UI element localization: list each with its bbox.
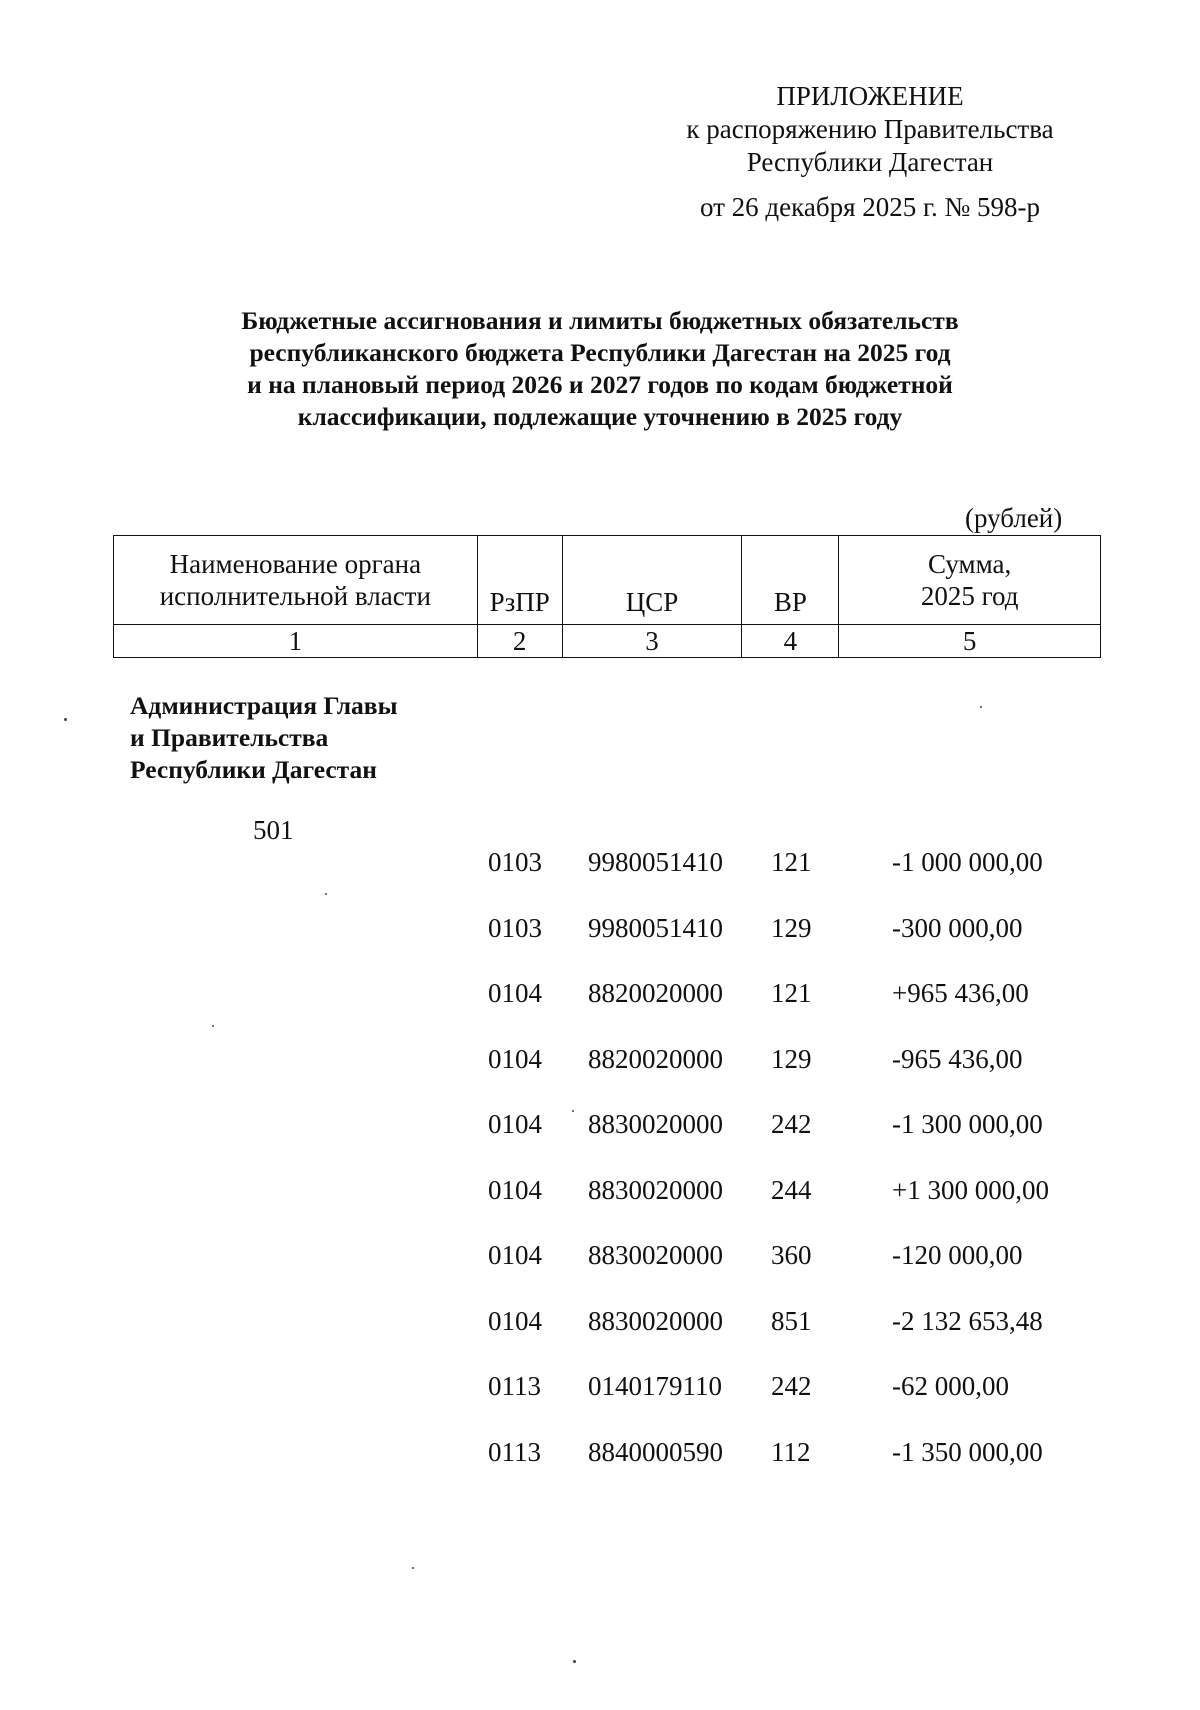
csr-cell: 8820020000 <box>588 978 723 1008</box>
rzpr-cell: 0104 <box>488 1305 542 1336</box>
column-number: 1 <box>114 625 478 658</box>
header-name-line-1: Наименование органа <box>169 549 422 579</box>
organization-code: 501 <box>253 815 294 845</box>
appendix-block <box>640 80 1100 224</box>
rzpr-cell: 0103 <box>488 847 542 877</box>
rzpr-cell: 0104 <box>488 1109 542 1139</box>
column-number-row <box>114 625 1101 658</box>
vr-cell: 129 <box>771 1043 812 1074</box>
sum-cell: -300 000,00 <box>892 912 1023 943</box>
vr-cell: 121 <box>771 978 812 1008</box>
appendix-line-2: Республики Дагестан <box>746 147 994 177</box>
header-sum-line-1: Сумма, <box>928 549 1012 579</box>
column-number: 2 <box>477 625 562 658</box>
scan-speck <box>325 893 327 895</box>
header-row <box>114 536 1101 625</box>
csr-cell: 0140179110 <box>588 1371 722 1401</box>
units-label: (рублей) <box>965 503 1063 533</box>
csr-cell: 9980051410 <box>588 912 723 943</box>
header-table <box>113 535 1101 658</box>
organization-name-line-1: Администрация Главы <box>130 691 398 720</box>
document-title <box>130 305 1070 433</box>
header-name <box>114 536 478 625</box>
scan-speck <box>572 1110 574 1112</box>
table-row <box>0 1435 1200 1501</box>
vr-cell: 112 <box>771 1436 811 1467</box>
header-csr: ЦСР <box>562 536 742 625</box>
header-vr: ВР <box>742 536 839 625</box>
table-row <box>0 976 1200 1042</box>
csr-cell: 8830020000 <box>588 1240 723 1270</box>
vr-cell: 121 <box>771 847 812 877</box>
sum-cell: -120 000,00 <box>892 1240 1023 1270</box>
column-number: 3 <box>562 625 742 658</box>
title-line-3: и на плановый период 2026 и 2027 годов по кодам бюджетной <box>247 370 953 399</box>
sum-cell: -1 300 000,00 <box>892 1109 1043 1139</box>
table-row <box>0 845 1200 911</box>
scan-speck <box>980 706 982 708</box>
title-line-4: классификации, подлежащие уточнению в 2025 году <box>297 402 903 431</box>
vr-cell: 244 <box>771 1174 812 1205</box>
sum-cell: -62 000,00 <box>892 1371 1009 1401</box>
scan-speck <box>412 1567 414 1569</box>
sum-cell: -1 000 000,00 <box>892 847 1043 877</box>
table-row <box>0 1238 1200 1304</box>
rzpr-cell: 0113 <box>488 1371 541 1401</box>
csr-cell: 8820020000 <box>588 1043 723 1074</box>
csr-cell: 8830020000 <box>588 1305 723 1336</box>
csr-cell: 8840000590 <box>588 1436 723 1467</box>
vr-cell: 360 <box>771 1240 812 1270</box>
budget-rows <box>0 845 1200 1500</box>
scan-speck <box>573 1660 576 1663</box>
table-row <box>0 1107 1200 1173</box>
vr-cell: 851 <box>771 1305 812 1336</box>
vr-cell: 242 <box>771 1109 812 1139</box>
vr-cell: 242 <box>771 1371 812 1401</box>
header-sum <box>839 536 1101 625</box>
rzpr-cell: 0113 <box>488 1436 541 1467</box>
organization-name <box>130 690 398 786</box>
csr-cell: 8830020000 <box>588 1109 723 1139</box>
column-number: 4 <box>742 625 839 658</box>
rzpr-cell: 0104 <box>488 1174 542 1205</box>
appendix-date: от 26 декабря 2025 г. № 598-р <box>699 192 1041 222</box>
organization-name-line-3: Республики Дагестан <box>130 755 377 784</box>
vr-cell: 129 <box>771 912 812 943</box>
scan-speck <box>212 1025 214 1027</box>
rzpr-cell: 0104 <box>488 1240 542 1270</box>
table-row <box>0 911 1200 977</box>
csr-cell: 9980051410 <box>588 847 723 877</box>
sum-cell: +1 300 000,00 <box>892 1174 1049 1205</box>
rzpr-cell: 0104 <box>488 1043 542 1074</box>
sum-cell: +965 436,00 <box>892 978 1029 1008</box>
sum-cell: -965 436,00 <box>892 1043 1023 1074</box>
sum-cell: -2 132 653,48 <box>892 1305 1043 1336</box>
table-row <box>0 1304 1200 1370</box>
organization-name-line-2: и Правительства <box>130 723 329 752</box>
rzpr-cell: 0104 <box>488 978 542 1008</box>
rzpr-cell: 0103 <box>488 912 542 943</box>
table-row <box>0 1369 1200 1435</box>
table-row <box>0 1042 1200 1108</box>
column-number: 5 <box>839 625 1101 658</box>
sum-cell: -1 350 000,00 <box>892 1436 1043 1467</box>
header-sum-line-2: 2025 год <box>920 581 1019 611</box>
header-name-line-2: исполнительной власти <box>159 581 431 611</box>
title-line-2: республиканского бюджета Республики Дагестан на 2025 год <box>249 338 951 367</box>
table-row <box>0 1173 1200 1239</box>
header-rzpr: РзПР <box>477 536 562 625</box>
scan-speck <box>64 718 67 721</box>
appendix-line-1: к распоряжению Правительства <box>686 114 1054 144</box>
csr-cell: 8830020000 <box>588 1174 723 1205</box>
appendix-title: ПРИЛОЖЕНИЕ <box>776 81 964 111</box>
title-line-1: Бюджетные ассигнования и лимиты бюджетных обязательств <box>241 306 959 335</box>
